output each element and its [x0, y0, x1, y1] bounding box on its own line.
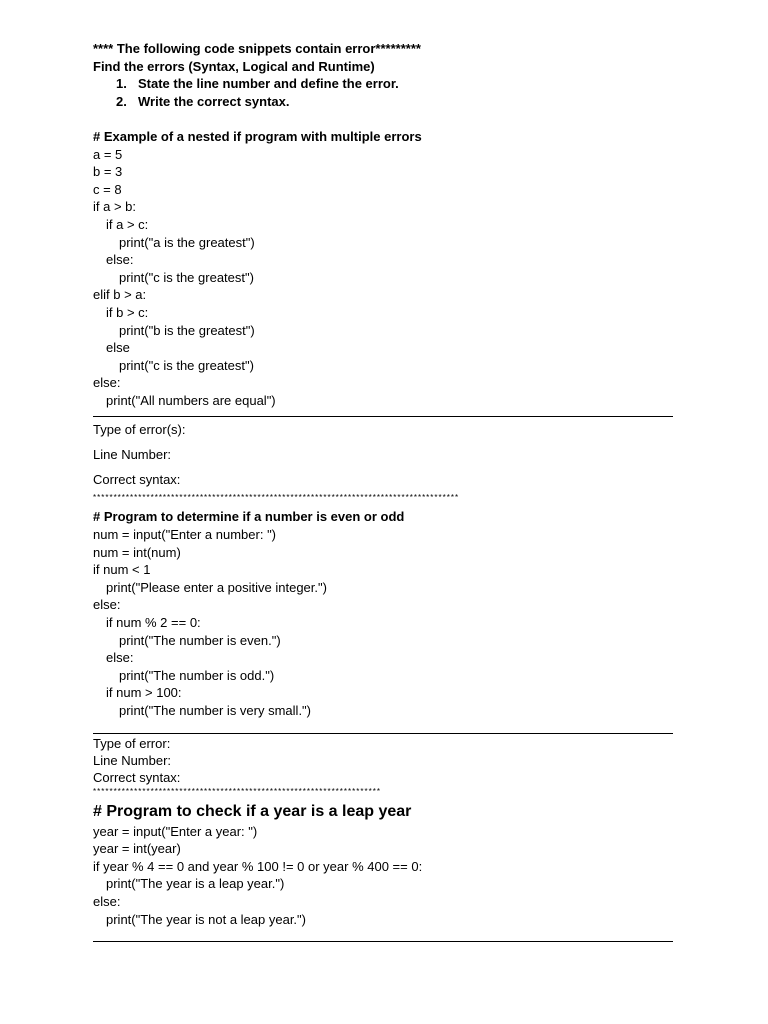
answer-label-error-type: Type of error:	[93, 735, 171, 751]
code-line: elif b > a:	[93, 287, 147, 303]
divider-rule	[93, 941, 673, 942]
answer-label-correct-syntax: Correct syntax:	[93, 769, 181, 785]
code-line: year = int(year)	[93, 841, 181, 857]
code-line: print("The year is a leap year.")	[106, 876, 285, 892]
answer-label-line-number: Line Number:	[93, 752, 172, 768]
code-line: else:	[106, 650, 134, 666]
answer-label-line-number: Line Number:	[93, 447, 172, 463]
code-line: print("b is the greatest")	[119, 322, 255, 338]
code-line: year = input("Enter a year: ")	[93, 823, 258, 839]
code-line: else:	[93, 893, 121, 909]
header-line-2: Find the errors (Syntax, Logical and Runtime)	[93, 58, 375, 74]
code-line: print("c is the greatest")	[119, 357, 254, 373]
separator-stars: **********************************************************************	[93, 786, 381, 796]
code-line: num = input("Enter a number: ")	[93, 527, 277, 543]
code-line: if a > c:	[106, 216, 149, 232]
code-line: print("The year is not a leap year.")	[106, 911, 306, 927]
separator-stars: *****************************************************************************************	[93, 493, 460, 503]
instruction-number: 2.	[116, 93, 127, 109]
code-line: if num < 1	[93, 562, 151, 578]
instruction-text: Write the correct syntax.	[138, 93, 290, 109]
code-line: if year % 4 == 0 and year % 100 != 0 or year % 400 == 0:	[93, 858, 423, 874]
worksheet-page	[93, 40, 673, 942]
code-line: if num > 100:	[106, 685, 182, 701]
snippet-2-title: # Program to determine if a number is even or odd	[93, 509, 405, 525]
code-line: if b > c:	[106, 304, 149, 320]
divider-rule	[93, 733, 673, 734]
code-line: print("The number is even.")	[119, 632, 281, 648]
code-line: num = int(num)	[93, 544, 181, 560]
code-line: c = 8	[93, 181, 122, 197]
code-line: if a > b:	[93, 199, 136, 215]
code-line: else:	[93, 375, 121, 391]
instruction-number: 1.	[116, 76, 127, 92]
code-line: print("c is the greatest")	[119, 269, 254, 285]
code-line: else	[106, 340, 130, 356]
snippet-1-title: # Example of a nested if program with multiple errors	[93, 128, 422, 144]
answer-label-correct-syntax: Correct syntax:	[93, 472, 181, 488]
spacer	[93, 110, 673, 128]
code-line: print("The number is very small.")	[119, 703, 311, 718]
header-line-1: **** The following code snippets contain error*********	[93, 41, 421, 56]
code-line: print("a is the greatest")	[119, 234, 255, 250]
code-line: b = 3	[93, 164, 123, 180]
snippet-3-title: # Program to check if a year is a leap year	[93, 802, 412, 820]
code-line: print("All numbers are equal")	[106, 392, 276, 408]
code-line: else:	[93, 597, 121, 613]
instruction-item-2	[93, 93, 673, 111]
code-line: else:	[106, 252, 134, 268]
code-line: print("Please enter a positive integer.")	[106, 579, 327, 595]
code-line: a = 5	[93, 146, 123, 162]
instruction-item-1	[93, 75, 673, 93]
instruction-text: State the line number and define the error.	[138, 76, 399, 92]
code-line: if num % 2 == 0:	[106, 615, 201, 631]
code-line: print("The number is odd.")	[119, 667, 275, 683]
answer-label-error-type: Type of error(s):	[93, 422, 186, 438]
